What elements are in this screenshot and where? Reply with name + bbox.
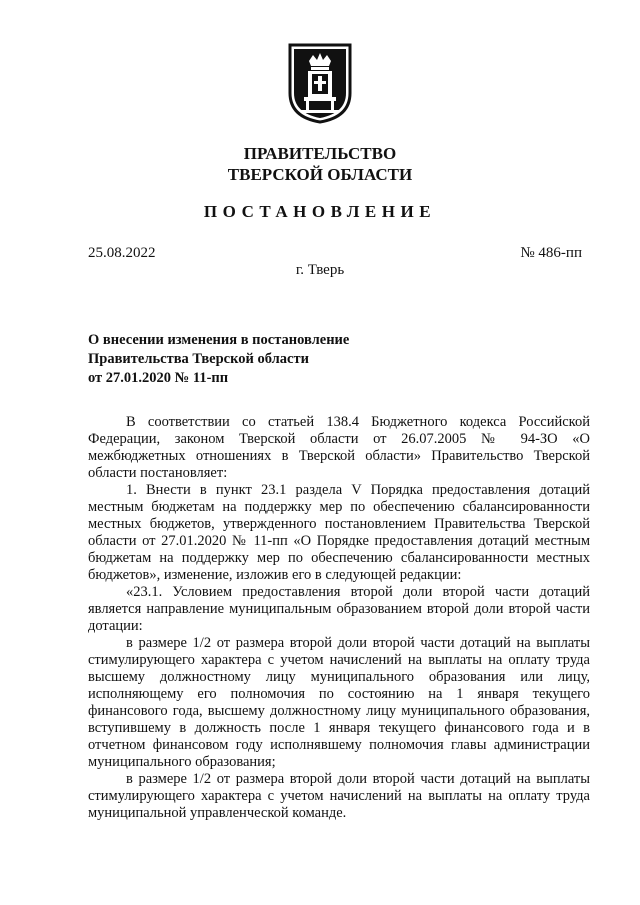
body-paragraph: 1. Внести в пункт 23.1 раздела V Порядка предоставления дотаций местным бюджетам на поддержку мер по обеспечению сбалансированности местных бюджетов, утвержденного постановлением Правительства Тверской области от 27.01.2020 № 11-пп «О Порядке предоставления дотаций местным бюджетам на поддержку мер по обеспечению сбалансированности местных бюджетов», изменение, изложив его в следующей редакции:: [88, 482, 590, 583]
document-date: 25.08.2022: [88, 245, 156, 261]
org-name-line1: ПРАВИТЕЛЬСТВО: [243, 144, 397, 163]
document-city: г. Тверь: [295, 262, 345, 278]
subject-line: от 27.01.2020 № 11-пп: [88, 370, 229, 386]
subject-line: О внесении изменения в постановление: [88, 332, 350, 348]
body-paragraph: в размере 1/2 от размера второй доли второй части дотаций на выплаты стимулирующего характера с учетом начислений на выплаты на оплату труда высшему должностному лицу муниципального образования или лицу, исполняющему его полномочия по состоянию на 1 января текущего финансового года, высшему должностному лицу муниципального образования, вступившему в должность после 1 января текущего финансового года и в отчетном финансовом году исполнявшему полномочия главы администрации муниципального образования;: [88, 635, 590, 770]
body-paragraph: В соответствии со статьей 138.4 Бюджетного кодекса Российской Федерации, законом Тверской области от 26.07.2005 № 94-ЗО «О межбюджетных отношениях в Тверской области» Правительство Тверской области постановляет:: [88, 414, 590, 481]
document-subject: [88, 331, 349, 388]
document-type: ПОСТАНОВЛЕНИЕ: [203, 202, 437, 221]
body-paragraph: в размере 1/2 от размера второй доли второй части дотаций на выплаты стимулирующего характера с учетом начислений на выплаты на оплату труда муниципальной управленческой команде.: [88, 771, 590, 821]
tver-coat-of-arms-icon: [287, 41, 353, 124]
org-name-line2: ТВЕРСКОЙ ОБЛАСТИ: [227, 165, 413, 184]
coat-of-arms-icon: [287, 41, 353, 124]
document-body: [88, 414, 590, 822]
body-paragraph: «23.1. Условием предоставления второй доли второй части дотаций является направление муниципальным образованием второй доли второй части дотации:: [88, 584, 590, 634]
subject-line: Правительства Тверской области: [88, 351, 309, 367]
document-number: № 486-пп: [520, 245, 582, 261]
